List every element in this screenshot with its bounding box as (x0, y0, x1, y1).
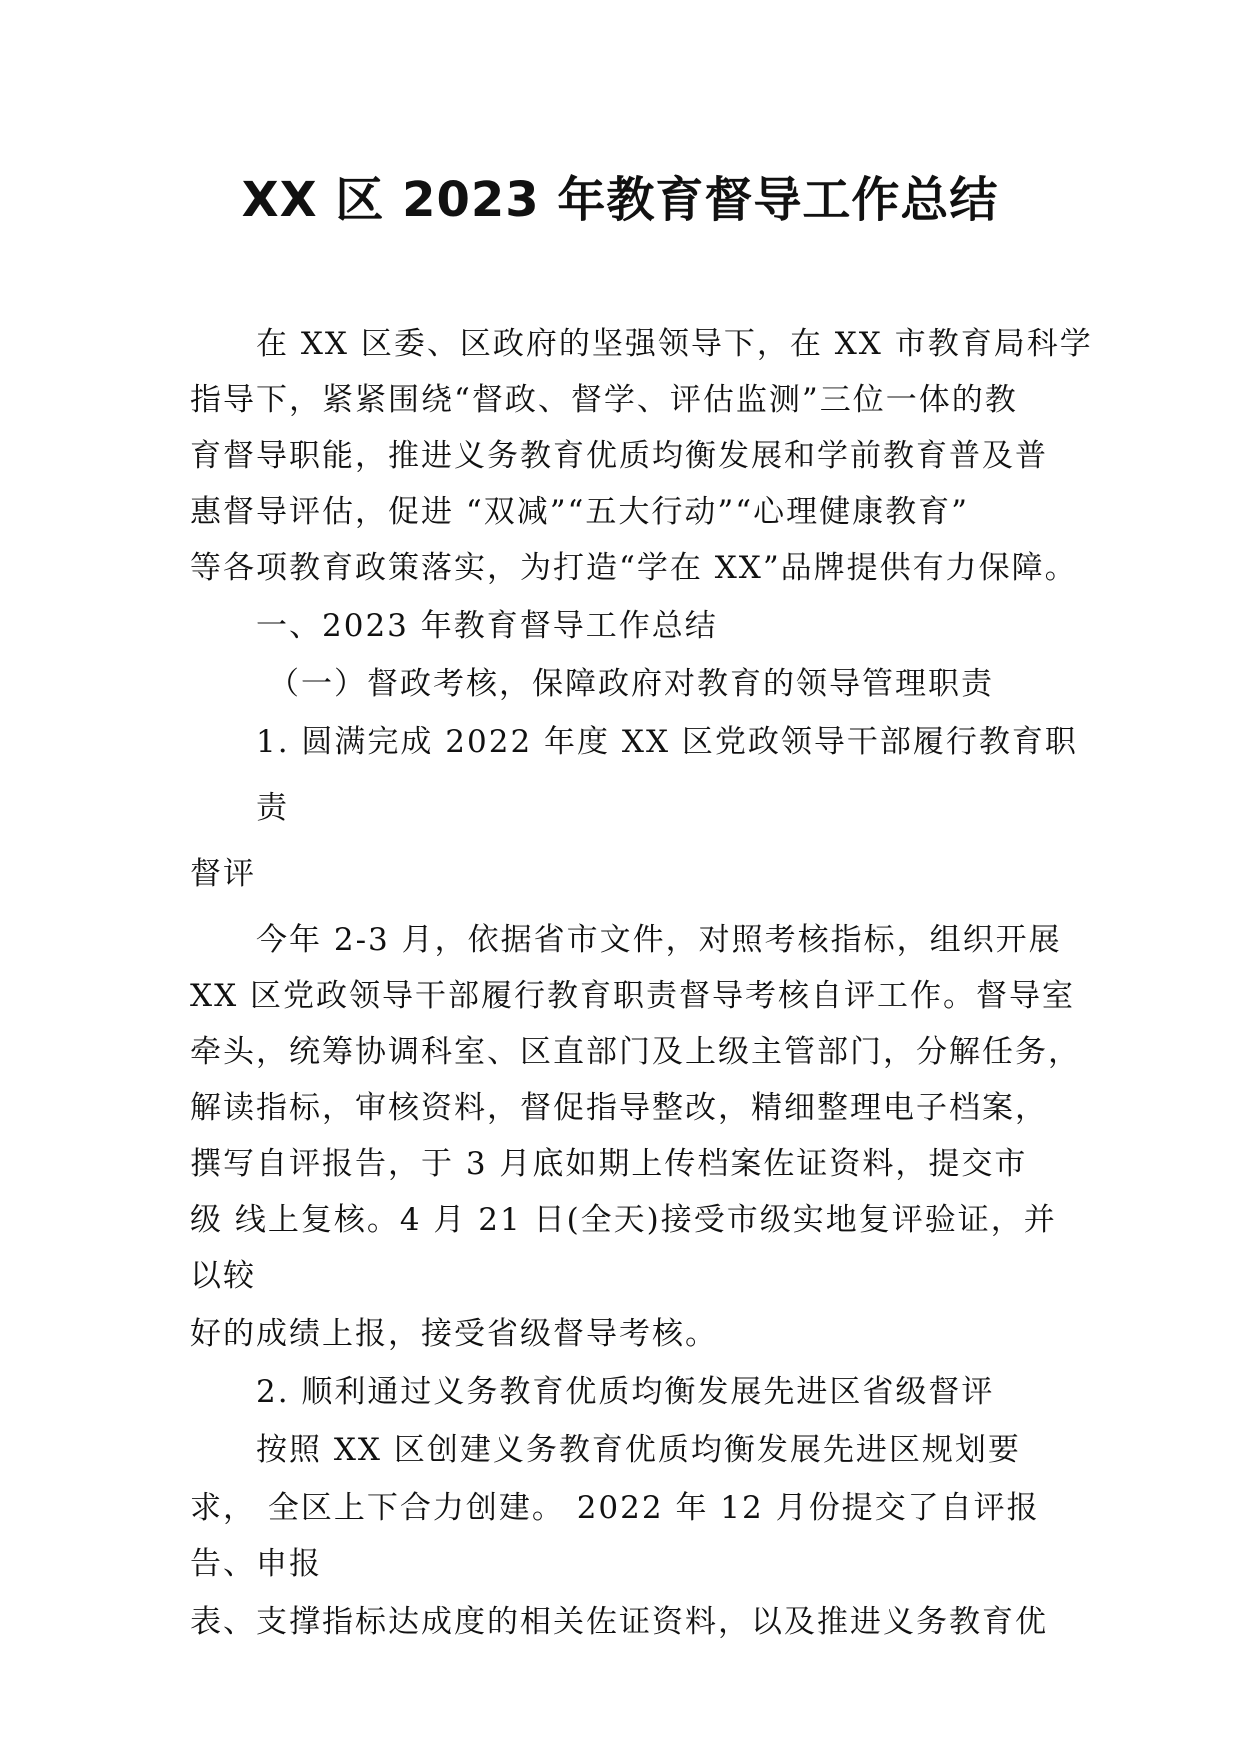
paragraph-line: 在 XX 区委、区政府的坚强领导下，在 XX 市教育局科学 (256, 326, 1093, 362)
subsection-heading: （一）督政考核，保障政府对教育的领导管理职责 (268, 666, 994, 702)
paragraph-line: 今年 2-3 月，依据省市文件，对照考核指标，组织开展 (256, 922, 1062, 958)
paragraph-line: 级 线上复核。4 月 21 日(全天)接受市级实地复评验证，并 (190, 1202, 1057, 1238)
item-heading: 2. 顺利通过义务教育优质均衡发展先进区省级督评 (256, 1374, 995, 1410)
paragraph-line: 按照 XX 区创建义务教育优质均衡发展先进区规划要 (256, 1432, 1021, 1468)
paragraph-line: 牵头，统筹协调科室、区直部门及上级主管部门，分解任务， (190, 1034, 1081, 1070)
paragraph-line: 解读指标，审核资料，督促指导整改，精细整理电子档案， (190, 1090, 1048, 1126)
document-title: XX 区 2023 年教育督导工作总结 (241, 172, 999, 228)
paragraph-line: 求， 全区上下合力创建。 2022 年 12 月份提交了自评报 (190, 1490, 1040, 1526)
paragraph-line: 惠督导评估，促进 “双减”“五大行动”“心理健康教育” (190, 494, 969, 530)
paragraph-line: 告、申报 (190, 1546, 322, 1582)
paragraph-line: XX 区党政领导干部履行教育职责督导考核自评工作。督导室 (190, 978, 1075, 1014)
paragraph-line: 表、支撑指标达成度的相关佐证资料，以及推进义务教育优 (190, 1604, 1048, 1640)
section-heading: 一、2023 年教育督导工作总结 (256, 608, 718, 644)
item-heading: 1. 圆满完成 2022 年度 XX 区党政领导干部履行教育职 (256, 724, 1078, 760)
item-heading: 督评 (190, 856, 256, 892)
paragraph-line: 育督导职能，推进义务教育优质均衡发展和学前教育普及普 (190, 438, 1048, 474)
paragraph-line: 指导下，紧紧围绕“督政、督学、评估监测”三位一体的教 (190, 382, 1018, 418)
paragraph-line: 等各项教育政策落实，为打造“学在 XX”品牌提供有力保障。 (190, 550, 1078, 586)
paragraph-line: 以较 (190, 1258, 256, 1294)
item-heading: 责 (256, 790, 289, 826)
paragraph-line: 撰写自评报告，于 3 月底如期上传档案佐证资料，提交市 (190, 1146, 1028, 1182)
paragraph-line: 好的成绩上报，接受省级督导考核。 (190, 1316, 718, 1352)
